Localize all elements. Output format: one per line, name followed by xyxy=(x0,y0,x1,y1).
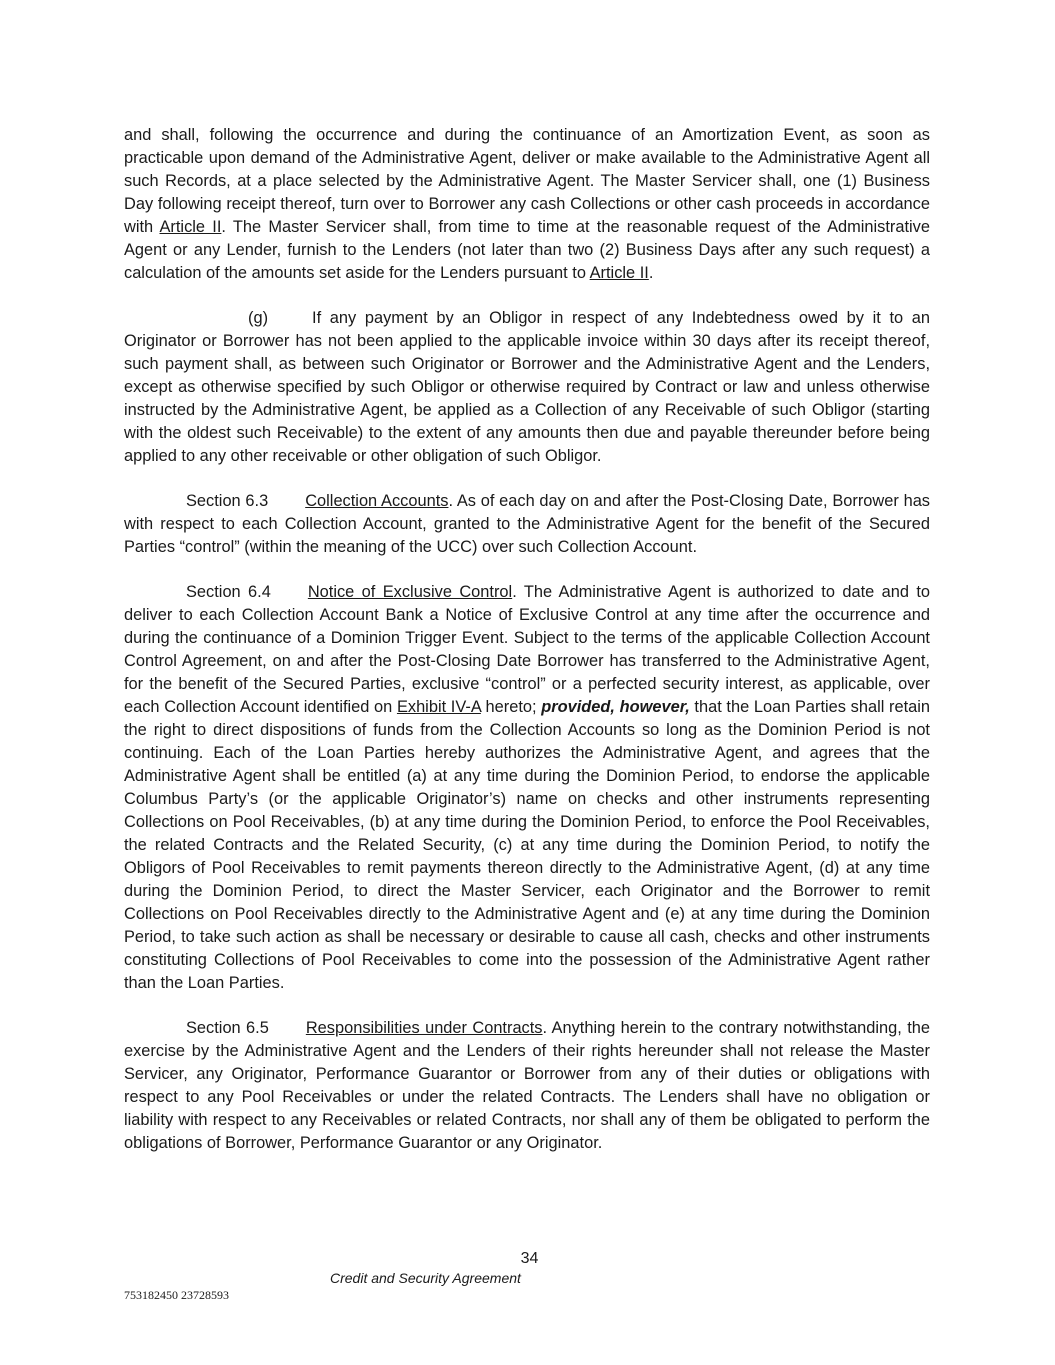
paragraph-text: . As of each day on and after the Post-Closing Date, Borrower has with respect to each Collection Account, granted to the Administrative Agent for the benefit of the Secured Parties “control” (within the meaning of the UCC) over such Collection Account. xyxy=(124,492,931,556)
page-number: 34 xyxy=(520,1250,539,1267)
paragraph-text: . xyxy=(648,264,654,282)
paragraph-text: that the Loan Parties shall retain the right to direct dispositions of funds from the Collection Accounts so long as the Dominion Period is not continuing. Each of the Loan Parties hereby authorizes the Administrative Agent, and agrees that the Administrative Agent shall be entitled (a) at any time during the Dominion Period, to endorse the applicable Columbus Party’s (or the applicable Originator’s) name on checks and other instruments representing Collections on Pool Receivables, (b) at any time during the Dominion Period, to enforce the Pool Receivables, the related Contracts and the Related Security, (c) at any time during the Dominion Period, to notify the Obligors of Pool Receivables to remit payments thereon directly to the Administrative Agent, (d) at any time during the Dominion Period, to direct the Master Servicer, each Originator and the Borrower to remit Collections on Pool Receivables directly to the Administrative Agent and (e) at any time during the Dominion Period, to take such action as shall be necessary or desirable to cause all cash, checks and other instruments constituting Collections of Pool Receivables to come into the possession of the Administrative Agent rather than the Loan Parties. xyxy=(124,698,931,992)
paragraph-text: hereto; xyxy=(480,698,542,716)
paragraph-text: and shall, following the occurrence and during the continuance of an Amortization Event, as soon as practicable upon demand of the Administrative Agent, deliver or make available to the Administrative Agent all such Records, at a place selected by the Administrative Agent. The Master Servicer shall, one (1) Business Day following receipt thereof, turn over to Borrower any cash Collections or other cash proceeds in accordance with xyxy=(124,126,930,236)
clause-label: (g) xyxy=(248,309,269,327)
proviso-text: provided, however, xyxy=(541,698,690,716)
paragraph-records-continuation xyxy=(124,124,930,285)
section-number: Section 6.5 xyxy=(186,1019,269,1037)
paragraph-text: . The Administrative Agent is authorized to date and to deliver to each Collection Account Bank a Notice of Exclusive Control at any time after the occurrence and during the continuance of a Dominion Trigger Event. Subject to the terms of the applicable Collection Account Control Agreement, on and after the Post-Closing Date Borrower has transferred to the Administrative Agent, for the benefit of the Secured Parties, exclusive “control” or a perfected security interest, as applicable, over each Collection Account identified on xyxy=(124,583,931,716)
document-id: 753182450 23728593 xyxy=(124,1288,229,1302)
article-ii-reference: Article II xyxy=(159,218,222,236)
footer-title: Credit and Security Agreement xyxy=(330,1270,521,1286)
paragraph-text: . Anything herein to the contrary notwithstanding, the exercise by the Administrative Agent and the Lenders of their rights hereunder shall not release the Master Servicer, any Originator, Performance Guarantor or Borrower from any of their duties or obligations with respect to any Pool Receivables or under the related Contracts. The Lenders shall have no obligation or liability with respect to any Receivables or related Contracts, nor shall any of them be obligated to perform the obligations of Borrower, Performance Guarantor or any Originator. xyxy=(124,1019,930,1152)
exhibit-reference: Exhibit IV-A xyxy=(396,698,481,716)
section-6-3 xyxy=(124,490,930,559)
section-heading: Notice of Exclusive Control xyxy=(307,583,513,601)
section-number: Section 6.4 xyxy=(186,583,271,601)
paragraph-text: If any payment by an Obligor in respect of any Indebtedness owed by it to an Originator or Borrower has not been applied to the applicable invoice within 30 days after its receipt thereof, such payment shall, as between such Originator or Borrower and the Administrative Agent and the Lenders, except as otherwise specified by such Obligor or otherwise required by Contract or law and unless otherwise instructed by the Administrative Agent, be applied as a Collection of any Receivable of such Obligor (starting with the oldest such Receivable) to the extent of any amounts then due and payable thereunder before being applied to any other receivable or other obligation of such Obligor. xyxy=(124,309,930,465)
article-ii-reference: Article II xyxy=(589,264,649,282)
section-6-4 xyxy=(124,581,930,995)
section-heading: Collection Accounts xyxy=(305,492,449,510)
section-heading: Responsibilities under Contracts xyxy=(305,1019,543,1037)
paragraph-text: . The Master Servicer shall, from time to time at the reasonable request of the Administrative Agent or any Lender, furnish to the Lenders (not later than two (2) Business Days after any such request) a calculation of the amounts set aside for the Lenders pursuant to xyxy=(124,218,930,282)
section-number: Section 6.3 xyxy=(186,492,269,510)
section-6-5 xyxy=(124,1017,930,1155)
paragraph-clause-g xyxy=(124,307,930,468)
